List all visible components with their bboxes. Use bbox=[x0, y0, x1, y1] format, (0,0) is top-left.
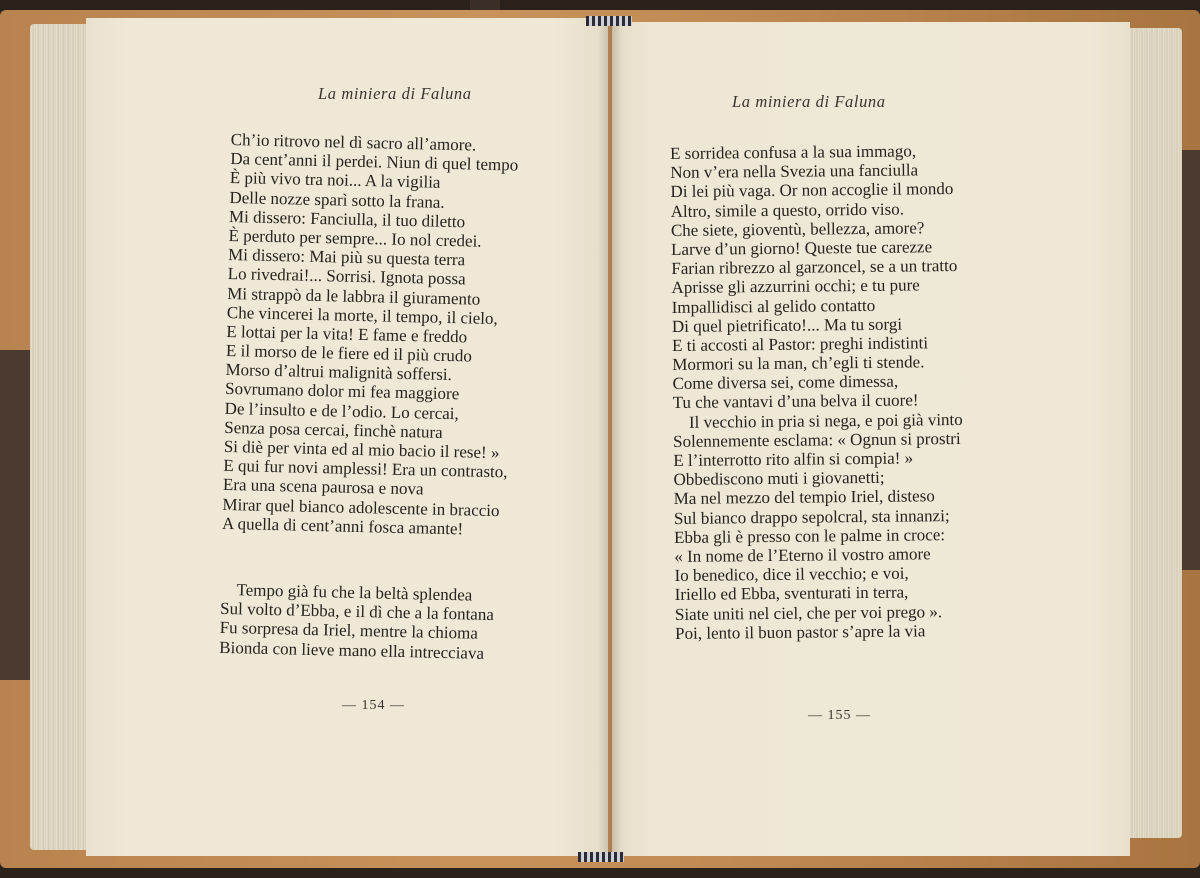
verse-line: E lottai per la vita! E fame e freddo bbox=[226, 321, 468, 347]
verse-line: Sul bianco drappo sepolcral, sta innanzi; bbox=[673, 505, 950, 528]
left-stanza-2 bbox=[219, 580, 494, 663]
verse-line: Larve d’un giorno! Queste tue carezze bbox=[671, 237, 933, 259]
left-page-number: — 154 — bbox=[342, 698, 405, 713]
verse-line: Obbediscono muti i giovanetti; bbox=[673, 467, 885, 490]
verse-line: Che vincerei la morte, il tempo, il cielo, bbox=[226, 302, 498, 328]
verse-line: Poi, lento il buon pastor s’apre la via bbox=[675, 621, 926, 643]
verse-line: E qui fur novi amplessi! Era un contrasto, bbox=[223, 456, 508, 482]
verse-line: Bionda con lieve mano ella intrecciava bbox=[219, 637, 485, 663]
verse-line: Farian ribrezzo al garzoncel, se a un tratto bbox=[671, 256, 958, 279]
verse-line: Io benedico, dice il vecchio; e voi, bbox=[674, 563, 909, 586]
left-stanza-1 bbox=[222, 130, 519, 539]
verse-line: Impallidisci al gelido contatto bbox=[671, 295, 876, 317]
verse-line: Ma nel mezzo del tempio Iriel, disteso bbox=[673, 486, 935, 509]
left-running-head: La miniera di Faluna bbox=[318, 84, 472, 103]
verse-line: Morso d’altrui malignità soffersi. bbox=[225, 360, 453, 385]
verse-line: Mirar quel bianco adolescente in braccio bbox=[222, 494, 500, 520]
verse-line: Non v’era nella Svezia una fanciulla bbox=[670, 160, 919, 183]
verse-line: Senza posa cercai, finchè natura bbox=[224, 417, 443, 442]
verse-line: Il vecchio in pria si nega, e poi già vinto bbox=[688, 409, 963, 432]
verse-line: È perduto per sempre... Io nol credei. bbox=[228, 225, 482, 251]
verse-line: Ch’io ritrovo nel dì sacro all’amore. bbox=[230, 130, 477, 155]
verse-line: Delle nozze sparì sotto la frana. bbox=[229, 187, 445, 212]
verse-line: Ebba gli è presso con le palme in croce: bbox=[674, 524, 946, 547]
verse-line: Mi strappò da le labbra il giuramento bbox=[227, 283, 481, 309]
verse-line: Solennemente esclama: « Ognun si prostri bbox=[673, 428, 961, 451]
verse-line: Si diè per vinta ed al mio bacio il rese! » bbox=[223, 436, 500, 463]
right-page-number: — 155 — bbox=[808, 708, 871, 723]
verse-line: Mi dissero: Fanciulla, il tuo diletto bbox=[228, 206, 466, 232]
verse-line: Da cent’anni il perdei. Niun di quel tempo bbox=[230, 149, 519, 175]
verse-line: De l’insulto e de l’odio. Lo cercai, bbox=[224, 398, 459, 423]
verse-line: A quella di cent’anni fosca amante! bbox=[221, 513, 464, 539]
verse-line: Iriello ed Ebba, sventurati in terra, bbox=[674, 582, 909, 605]
verse-line: E il morso de le fiere ed il più crudo bbox=[225, 341, 473, 366]
verse-line: È più vivo tra noi... A la vigilia bbox=[229, 168, 441, 193]
verse-line: Sul volto d’Ebba, e il dì che a la fontana bbox=[219, 599, 495, 625]
verse-line: Come diversa sei, come dimessa, bbox=[672, 371, 899, 394]
verse-line: Lo rivedrai!... Sorrisi. Ignota possa bbox=[227, 264, 466, 289]
verse-line: E ti accosti al Pastor: preghi indistinti bbox=[672, 333, 929, 355]
verse-line: Tu che vantavi d’una belva il cuore! bbox=[672, 390, 919, 413]
verse-line: Di lei più vaga. Or non accoglie il mondo bbox=[670, 179, 954, 202]
verse-line: E l’interrotto rito alfin si compia! » bbox=[673, 448, 914, 470]
spine-headband-bottom bbox=[578, 852, 624, 862]
left-page bbox=[86, 18, 608, 856]
book-gutter bbox=[598, 20, 622, 856]
verse-line: Aprisse gli azzurrini occhi; e tu pure bbox=[671, 275, 920, 298]
verse-line: Sovrumano dolor mi fea maggiore bbox=[224, 379, 460, 404]
verse-line: Siate uniti nel ciel, che per voi prego ». bbox=[674, 601, 943, 624]
right-page bbox=[612, 22, 1130, 856]
verse-line: Altro, simile a questo, orrido viso. bbox=[670, 199, 905, 221]
right-running-head: La miniera di Faluna bbox=[732, 92, 886, 111]
verse-line: Tempo già fu che la beltà splendea bbox=[236, 580, 473, 605]
verse-line: E sorridea confusa a la sua immago, bbox=[670, 141, 917, 163]
verse-line: Mi dissero: Mai più su questa terra bbox=[227, 245, 466, 270]
verse-line: Che siete, gioventù, bellezza, amore? bbox=[670, 218, 925, 240]
verse-line: Era una scena paurosa e nova bbox=[222, 475, 424, 499]
verse-line: Mormori su la man, ch’egli ti stende. bbox=[672, 352, 925, 375]
verse-line: « In nome de l’Eterno il vostro amore bbox=[674, 544, 931, 566]
verse-line: Fu sorpresa da Iriel, mentre la chioma bbox=[219, 618, 479, 644]
right-verses bbox=[670, 141, 965, 643]
verse-line: Di quel pietrificato!... Ma tu sorgi bbox=[671, 314, 903, 336]
spine-headband-top bbox=[586, 16, 632, 26]
